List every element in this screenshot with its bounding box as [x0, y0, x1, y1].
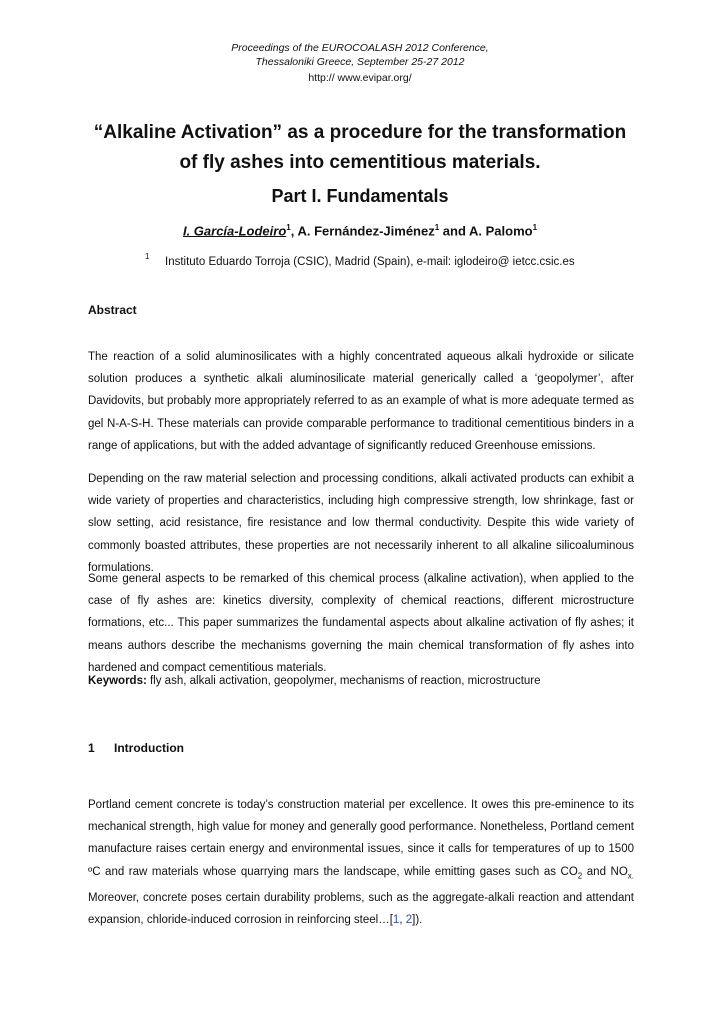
conference-url: http:// www.evipar.org/	[308, 72, 412, 84]
author-third: and A. Palomo	[439, 223, 533, 239]
intro-text-3: Moreover, concrete poses certain durability problems, such as the aggregate-alkali reaction and attendant expansion, chloride-induced corrosion in reinforcing steel…[	[88, 892, 634, 927]
affiliation-text: Instituto Eduardo Torroja (CSIC), Madrid (Spain), e-mail: iglodeiro@ ietcc.csic.es	[165, 256, 575, 268]
affiliation-mark: 1	[145, 252, 150, 261]
author-list	[0, 223, 720, 238]
intro-text-end: ]).	[412, 914, 423, 927]
author-affil-mark: 1	[434, 223, 440, 232]
paper-title-line1: “Alkaline Activation” as a procedure for the transformation	[93, 122, 627, 143]
author-second: , A. Fernández-Jiménez	[290, 223, 435, 239]
keywords-text: fly ash, alkali activation, geopolymer, mechanisms of reaction, microstructure	[146, 675, 541, 687]
introduction-paragraph	[88, 794, 634, 932]
citation-link-1[interactable]: 1	[392, 914, 400, 927]
intro-text-2: and NO	[582, 865, 628, 878]
conference-header-line1: Proceedings of the EUROCOALASH 2012 Conference,	[231, 42, 489, 54]
citation-link-2[interactable]: 2	[405, 914, 413, 927]
nox-subscript: x.	[627, 870, 635, 880]
citation-separator: ,	[399, 914, 406, 927]
co2-subscript: 2	[577, 870, 583, 880]
lead-author: I. García-Lodeiro	[182, 223, 287, 239]
conference-header-line2: Thessaloniki Greece, September 25-27 2012	[255, 56, 465, 68]
abstract-heading: Abstract	[88, 303, 137, 317]
section-heading-introduction	[88, 741, 184, 755]
abstract-paragraph-3: Some general aspects to be remarked of this chemical process (alkaline activation), when applied to the case of fly ashes are: kinetics diversity, complexity of chemical reactions, different microstructure formations, etc... This paper summarizes the fundamental aspects about alkaline activation of fly ashes; it means authors describe the mechanisms governing the main chemical transformation of fly ashes into hardened and compact cementitious materials.	[88, 573, 634, 674]
paper-title-line2: of fly ashes into cementitious materials.	[179, 152, 541, 173]
section-title: Introduction	[114, 741, 184, 755]
abstract-paragraph-2: Depending on the raw material selection and processing conditions, alkali activated products can exhibit a wide variety of properties and characteristics, including high compressive strength, low shrinkage, fast or slow setting, acid resistance, fire resistance and low thermal conductivity. Despite this wide variety of commonly boasted attributes, these properties are not necessarily inherent to all alkaline silicoaluminous formulations.	[88, 473, 634, 574]
keywords	[88, 675, 634, 687]
section-number: 1	[88, 741, 95, 755]
author-affil-mark: 1	[286, 223, 291, 232]
paper-subtitle: Part I. Fundamentals	[271, 186, 449, 206]
author-affil-mark: 1	[532, 223, 538, 232]
abstract-paragraph-1: The reaction of a solid aluminosilicates with a highly concentrated aqueous alkali hydroxide or silicate solution produces a synthetic alkali aluminosilicate material generically called a ‘geopolymer’, after Davidovits, but probably more appropriately referred to as an example of what is more adequate termed as gel N-A-S-H. These materials can provide comparable performance to traditional cementitious binders in a range of applications, but with the added advantage of significantly reduced Greenhouse emissions.	[88, 351, 634, 452]
keywords-label: Keywords:	[88, 675, 147, 687]
intro-text-1: Portland cement concrete is today’s construction material per excellence. It owes this pre-eminence to its mechanical strength, high value for money and generally good performance. Nonetheless, Portland cement manufacture raises certain energy and environmental issues, since it calls for temperatures of up to 1500 ºC and raw materials whose quarrying mars the landscape, while emitting gases such as CO	[88, 799, 634, 878]
